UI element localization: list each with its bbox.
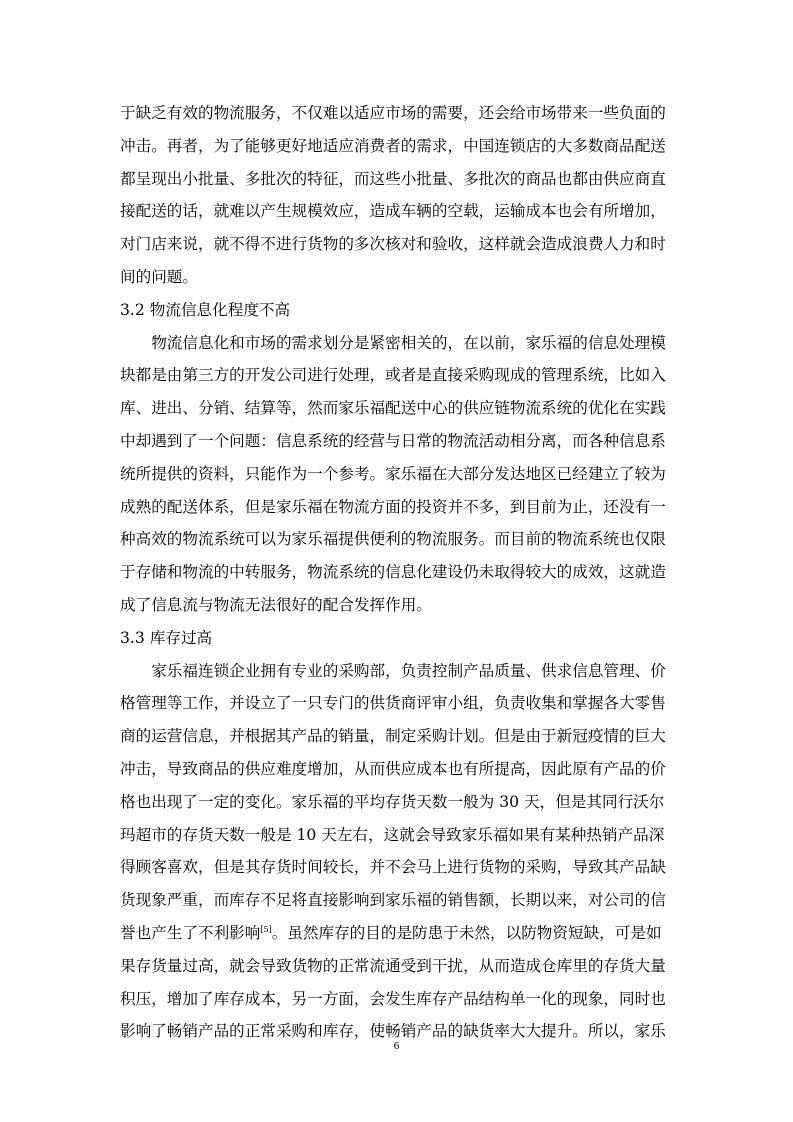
citation-reference[interactable]: [5]	[260, 924, 272, 934]
text-line: 都呈现出小批量、多批次的特征，而这些小批量、多批次的商品也都由供应商直	[120, 169, 666, 188]
citation-line-after: 。虽然库存的目的是防患于未然，以防物资短缺，可是如	[271, 923, 662, 942]
text-line: 统所提供的资料，只能作为一个参考。家乐福在大部分发达地区已经建立了较为	[120, 464, 666, 483]
text-line: 格管理等工作，并设立了一只专门的供货商评审小组，负责收集和掌握各大零售	[120, 694, 666, 713]
text-line: 接配送的话，就难以产生规模效应，造成车辆的空载，运输成本也会有所增加，	[120, 202, 666, 221]
text-line: 冲击，导致商品的供应难度增加，从而供应成本也有所提高，因此原有产品的价	[120, 759, 666, 778]
text-line: 块都是由第三方的开发公司进行处理，或者是直接采购现成的管理系统，比如入	[120, 366, 666, 385]
text-line: 积压，增加了库存成本，另一方面，会发生库存产品结构单一化的现象，同时也	[120, 989, 666, 1008]
text-line: 玛超市的存货天数一般是 10 天左右，这就会导致家乐福如果有某种热销产品深	[120, 825, 665, 844]
text-line: 商的运营信息，并根据其产品的销量，制定采购计划。但是由于新冠疫情的巨大	[120, 727, 666, 746]
text-line: 成了信息流与物流无法很好的配合发挥作用。	[120, 595, 432, 614]
body-text-tail	[120, 950, 680, 1048]
citation-line-before: 誉也产生了不利影响	[120, 923, 261, 942]
text-line: 果存货量过高，就会导致货物的正常流通受到干扰，从而造成仓库里的存货大量	[120, 956, 666, 975]
text-line: 冲击。再者，为了能够更好地适应消费者的需求，中国连锁店的大多数商品配送	[120, 136, 666, 155]
text-line: 间的问题。	[120, 267, 198, 286]
body-text	[120, 97, 680, 917]
text-line: 影响了畅销产品的正常采购和库存，使畅销产品的缺货率大大提升。所以，家乐	[120, 1022, 666, 1041]
text-line: 得顾客喜欢，但是其存货时间较长，并不会马上进行货物的采购，导致其产品缺	[120, 858, 666, 877]
text-line: 库、进出、分销、结算等，然而家乐福配送中心的供应链物流系统的优化在实践	[120, 399, 666, 418]
text-line: 货现象严重，而库存不足将直接影响到家乐福的销售额，长期以来，对公司的信	[120, 891, 666, 910]
text-line: 对门店来说，就不得不进行货物的多次核对和验收，这样就会造成浪费人力和时	[120, 235, 666, 254]
section-heading: 3.2 物流信息化程度不高	[120, 300, 291, 319]
section-heading: 3.3 库存过高	[120, 628, 213, 647]
text-line: 物流信息化和市场的需求划分是紧密相关的，在以前，家乐福的信息处理模	[120, 333, 666, 352]
document-body	[120, 97, 680, 1048]
text-line: 于存储和物流的中转服务，物流系统的信息化建设仍未取得较大的成效，这就造	[120, 563, 666, 582]
page-number: 6	[393, 1040, 400, 1052]
text-line: 中却遇到了一个问题：信息系统的经营与日常的物流活动相分离，而各种信息系	[120, 431, 666, 450]
text-line: 家乐福连锁企业拥有专业的采购部，负责控制产品质量、供求信息管理、价	[120, 661, 666, 680]
text-line: 种高效的物流系统可以为家乐福提供便利的物流服务。而目前的物流系统也仅限	[120, 530, 666, 549]
citation-line	[120, 917, 680, 950]
text-line: 成熟的配送体系，但是家乐福在物流方面的投资并不多，到目前为止，还没有一	[120, 497, 666, 516]
text-line: 格也出现了一定的变化。家乐福的平均存货天数一般为 30 天，但是其同行沃尔	[120, 792, 665, 811]
text-line: 于缺乏有效的物流服务，不仅难以适应市场的需要，还会给市场带来一些负面的	[120, 104, 666, 122]
